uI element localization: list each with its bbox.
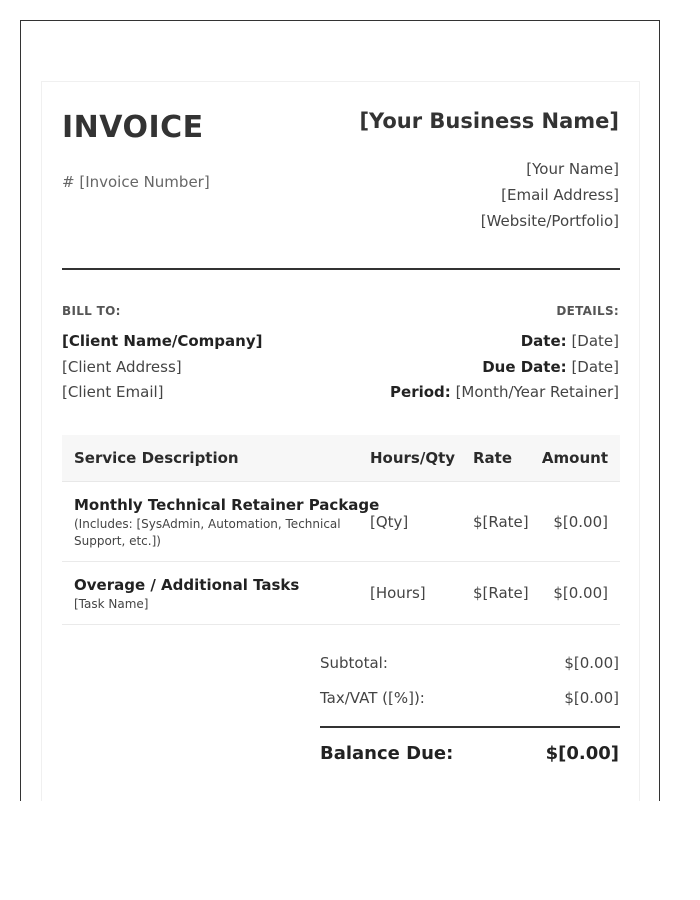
detail-date [521, 332, 619, 350]
website-portfolio: [Website/Portfolio] [480, 212, 619, 230]
invoice-title: INVOICE [62, 110, 204, 145]
row1-rate: $[Rate] [473, 513, 529, 531]
row1-description-line1: (Includes: [SysAdmin, Automation, Technical [74, 517, 341, 531]
detail-due-date [482, 358, 619, 376]
date-value: [Date] [571, 332, 619, 350]
row2-title: Overage / Additional Tasks [74, 576, 300, 594]
row1-title: Monthly Technical Retainer Package [74, 496, 380, 514]
subtotal-value: $[0.00] [564, 654, 619, 672]
client-address: [Client Address] [62, 358, 182, 376]
period-label: Period: [390, 383, 451, 401]
invoice-number: # [Invoice Number] [62, 173, 210, 191]
your-name: [Your Name] [526, 160, 619, 178]
row1-amount: $[0.00] [553, 513, 608, 531]
column-header-hours: Hours/Qty [370, 449, 456, 467]
date-label: Date: [520, 332, 567, 350]
row2-rate: $[Rate] [473, 584, 529, 602]
bill-to-label: BILL TO: [62, 304, 121, 318]
tax-label: Tax/VAT ([%]): [320, 689, 425, 707]
email-address: [Email Address] [501, 186, 619, 204]
balance-due-label: Balance Due: [320, 743, 454, 764]
column-header-rate: Rate [473, 449, 513, 467]
row1-qty: [Qty] [370, 513, 409, 531]
detail-period [390, 383, 619, 401]
client-email: [Client Email] [62, 383, 164, 401]
row2-amount: $[0.00] [553, 584, 608, 602]
row1-description-line2: Support, etc.]) [74, 534, 161, 548]
due-date-label: Due Date: [482, 358, 567, 376]
details-label: DETAILS: [556, 304, 619, 318]
period-value: [Month/Year Retainer] [455, 383, 619, 401]
row-separator [62, 624, 620, 625]
row2-hours: [Hours] [370, 584, 426, 602]
row2-description: [Task Name] [74, 597, 149, 611]
client-name: [Client Name/Company] [62, 332, 263, 350]
row-separator [62, 561, 620, 562]
subtotal-label: Subtotal: [320, 654, 388, 672]
tax-value: $[0.00] [564, 689, 619, 707]
totals-divider [320, 726, 620, 728]
header-divider [62, 268, 620, 270]
column-header-amount: Amount [541, 449, 608, 467]
due-date-value: [Date] [571, 358, 619, 376]
column-header-service: Service Description [74, 449, 239, 467]
balance-due-value: $[0.00] [545, 743, 619, 764]
business-name: [Your Business Name] [359, 109, 619, 133]
